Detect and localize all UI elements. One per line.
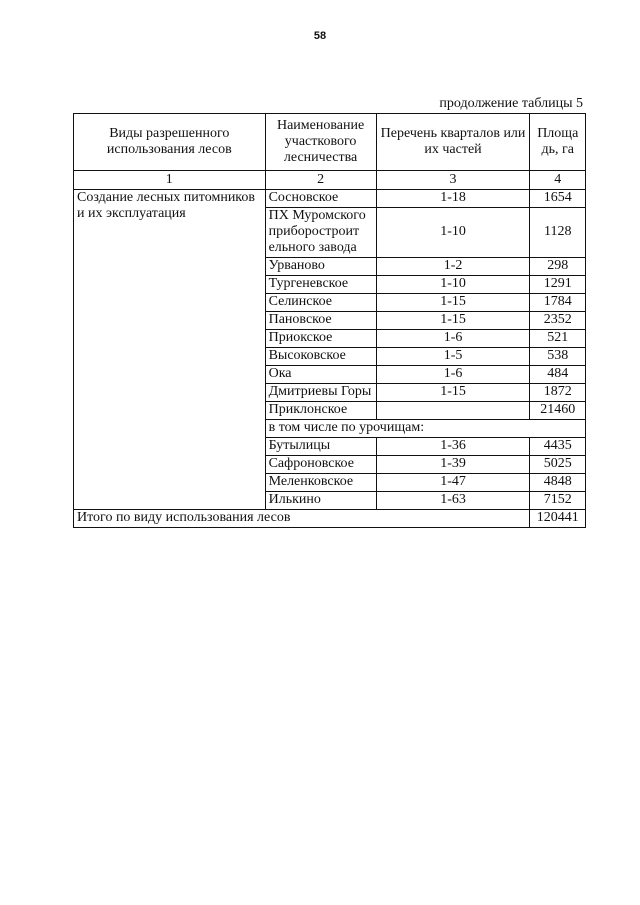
column-number-row xyxy=(74,171,586,190)
table-continuation-note: продолжение таблицы 5 xyxy=(439,96,583,111)
forestry-name: Селинское xyxy=(265,294,376,312)
header-quarters: Перечень кварталов или их частей xyxy=(376,114,530,171)
area-cell: 1654 xyxy=(530,190,586,208)
area-cell: 538 xyxy=(530,348,586,366)
forestry-name: Дмитриевы Горы xyxy=(265,384,376,402)
table-body xyxy=(74,190,586,510)
forestry-name: Пановское xyxy=(265,312,376,330)
area-cell: 4848 xyxy=(530,474,586,492)
quarters-cell: 1-15 xyxy=(376,294,530,312)
quarters-cell: 1-15 xyxy=(376,384,530,402)
forestry-name: Урваново xyxy=(265,258,376,276)
forestry-name: Приокское xyxy=(265,330,376,348)
total-value: 120441 xyxy=(530,510,586,528)
forestry-name: Меленковское xyxy=(265,474,376,492)
quarters-cell: 1-6 xyxy=(376,330,530,348)
column-number: 2 xyxy=(265,171,376,190)
forestry-name: Илькино xyxy=(265,492,376,510)
quarters-cell: 1-6 xyxy=(376,366,530,384)
area-cell: 298 xyxy=(530,258,586,276)
use-type-cell: Создание лесных питомников и их эксплуатация xyxy=(74,190,266,510)
table-row xyxy=(74,190,586,208)
area-cell: 7152 xyxy=(530,492,586,510)
quarters-cell: 1-63 xyxy=(376,492,530,510)
column-number: 3 xyxy=(376,171,530,190)
forestry-name: Бутылицы xyxy=(265,438,376,456)
header-area: Площа дь, га xyxy=(530,114,586,171)
quarters-cell: 1-39 xyxy=(376,456,530,474)
area-cell: 521 xyxy=(530,330,586,348)
area-cell: 4435 xyxy=(530,438,586,456)
area-cell: 1784 xyxy=(530,294,586,312)
table-header-row xyxy=(74,114,586,171)
forestry-name: Высоковское xyxy=(265,348,376,366)
area-cell: 1872 xyxy=(530,384,586,402)
quarters-cell: 1-2 xyxy=(376,258,530,276)
quarters-cell: 1-18 xyxy=(376,190,530,208)
total-row xyxy=(74,510,586,528)
page-number: 58 xyxy=(313,30,327,42)
header-forestry-name: Наименование участкового лесничества xyxy=(265,114,376,171)
area-cell: 2352 xyxy=(530,312,586,330)
area-cell: 21460 xyxy=(530,402,586,420)
forestry-name: Приклонское xyxy=(265,402,376,420)
column-number: 4 xyxy=(530,171,586,190)
column-number: 1 xyxy=(74,171,266,190)
quarters-cell: 1-47 xyxy=(376,474,530,492)
area-cell: 5025 xyxy=(530,456,586,474)
area-cell: 484 xyxy=(530,366,586,384)
quarters-cell xyxy=(376,402,530,420)
quarters-cell: 1-10 xyxy=(376,276,530,294)
forestry-name: Тургеневское xyxy=(265,276,376,294)
subheader-label: в том числе по урочищам: xyxy=(265,420,585,438)
quarters-cell: 1-10 xyxy=(376,208,530,258)
forestry-name: Сафроновское xyxy=(265,456,376,474)
quarters-cell: 1-15 xyxy=(376,312,530,330)
forestry-name: Ока xyxy=(265,366,376,384)
forestry-name: Сосновское xyxy=(265,190,376,208)
header-use-type: Виды разрешенного использования лесов xyxy=(74,114,266,171)
total-label: Итого по виду использования лесов xyxy=(74,510,530,528)
area-cell: 1128 xyxy=(530,208,586,258)
forest-use-table xyxy=(73,113,586,528)
forestry-name: ПХ Муромского приборостроит ельного завода xyxy=(265,208,376,258)
quarters-cell: 1-5 xyxy=(376,348,530,366)
quarters-cell: 1-36 xyxy=(376,438,530,456)
area-cell: 1291 xyxy=(530,276,586,294)
